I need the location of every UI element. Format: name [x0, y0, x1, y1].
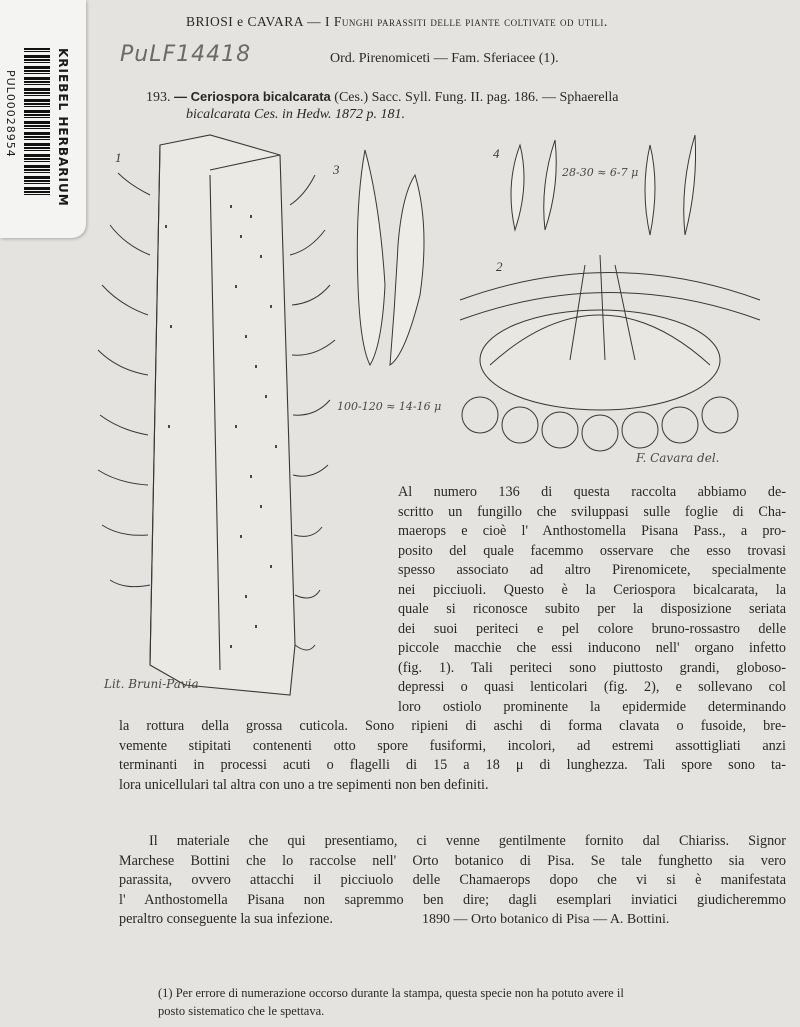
text-line: Marchese Bottini che lo raccolse nell' Orto botanico di Pisa. Se tale funghetto sia vero — [119, 852, 786, 869]
paragraph-2 — [119, 717, 786, 795]
text-line: lora unicellulari tal altra con uno a tre sepimenti non ben definiti. — [119, 776, 489, 793]
figure-4-label: 4 — [493, 146, 500, 161]
text-line: depressi o quasi lenticolari (fig. 2), e sollevano col — [398, 679, 786, 695]
text-line: terminanti in processi acuti o flagelli di 15 a 18 μ di lunghezza. Tali spore sono ta- — [119, 757, 786, 773]
classification: Ord. Pirenomiceti — Fam. Sferiacee (1). — [330, 51, 559, 66]
figure-2-perithecium — [460, 255, 760, 451]
figure-1-petiole — [98, 135, 335, 695]
text-line: quale si riconosce subito per la disposizione seriata — [398, 601, 786, 617]
species-number: 193. — [146, 90, 171, 105]
text-line: posito del quale facemmo osservare che esso trovasi — [398, 542, 786, 559]
footnote-line: (1) Per errore di numerazione occorso durante la stampa, questa specie non ha potuto avere il — [158, 986, 624, 1000]
figure-3-asci — [357, 150, 424, 365]
lithographer-credit: Lit. Bruni-Pavia — [104, 677, 199, 691]
herbarium-name: KRIEBEL HERBARIUM — [56, 48, 70, 207]
page-header — [186, 14, 608, 30]
text-line: spesso associato ad altro Pirenomicete, specialmente — [398, 562, 786, 578]
barcode — [24, 48, 50, 198]
text-line: peraltro conseguente la sua infezione. — [119, 911, 333, 927]
figure-4-spores — [511, 135, 696, 235]
species-citation: (Ces.) Sacc. Syll. Fung. II. pag. 186. — Sphaerella — [334, 90, 619, 105]
handwritten-accession: PuLF14418 — [120, 42, 252, 67]
text-line: nei picciuoli. Questo è la Ceriospora bicalcarata, la — [398, 581, 786, 598]
paragraph-1 — [398, 483, 786, 717]
figure-4-measurement: 28-30 ≈ 6-7 μ — [562, 166, 639, 179]
text-line: la rottura della grossa cuticola. Sono ripieni di aschi di forma clavata o fusoide, bre- — [119, 718, 786, 734]
header-authors: BRIOSI e CAVARA — [186, 14, 304, 29]
text-line: loro ostiolo prominente la epidermide determinando — [398, 698, 786, 715]
header-series: — I Funghi parassiti delle piante coltivate od utili. — [307, 14, 608, 29]
text-line: piccole macchie che essi inducono nell' organo infetto — [398, 640, 786, 656]
figure-3-measurement: 100-120 ≈ 14-16 μ — [337, 400, 442, 413]
footnote-line: posto sistematico che le spettava. — [158, 1004, 325, 1018]
figure-2-label: 2 — [496, 259, 503, 274]
text-line: Il materiale che qui presentiamo, ci venne gentilmente fornito dal Chiariss. Signor — [149, 833, 786, 849]
text-line: scritto un fungillo che sviluppasi sulle foglie di Cha- — [398, 503, 786, 520]
artist-credit: F. Cavara del. — [636, 451, 720, 465]
figure-3-label: 3 — [333, 162, 340, 177]
text-line: (fig. 1). Tali periteci sono piuttosto grandi, globoso- — [398, 659, 786, 676]
species-name: — Ceriospora bicalcarata — [174, 89, 331, 104]
text-line: parassita, ovvero attacchi il picciuolo delle Chamaerops dopo che vi si è manifestata — [119, 872, 786, 888]
barcode-number: PUL00028954 — [4, 70, 17, 158]
figure-1-label: 1 — [115, 150, 122, 165]
footnote — [158, 984, 786, 1020]
text-line: dei suoi periteci e pel colore bruno-rossastro delle — [398, 620, 786, 637]
species-title — [146, 89, 619, 106]
species-synonym: bicalcarata Ces. in Hedw. 1872 p. 181. — [186, 107, 406, 122]
collection-locality: 1890 — Orto botanico di Pisa — A. Bottini. — [422, 912, 670, 927]
text-line: maerops e cioè l' Anthostomella Pisana Pass., a pro- — [398, 523, 786, 539]
text-line: Al numero 136 di questa raccolta abbiamo de- — [398, 484, 786, 500]
text-line: l' Anthostomella Pisana non sapremmo ben dire; dagli esemplari inviatici giudicheremmo — [119, 891, 786, 908]
text-line: vemente stipitati contenenti otto spore fusiformi, incolori, ad estremi assottigliati anzi — [119, 737, 786, 754]
